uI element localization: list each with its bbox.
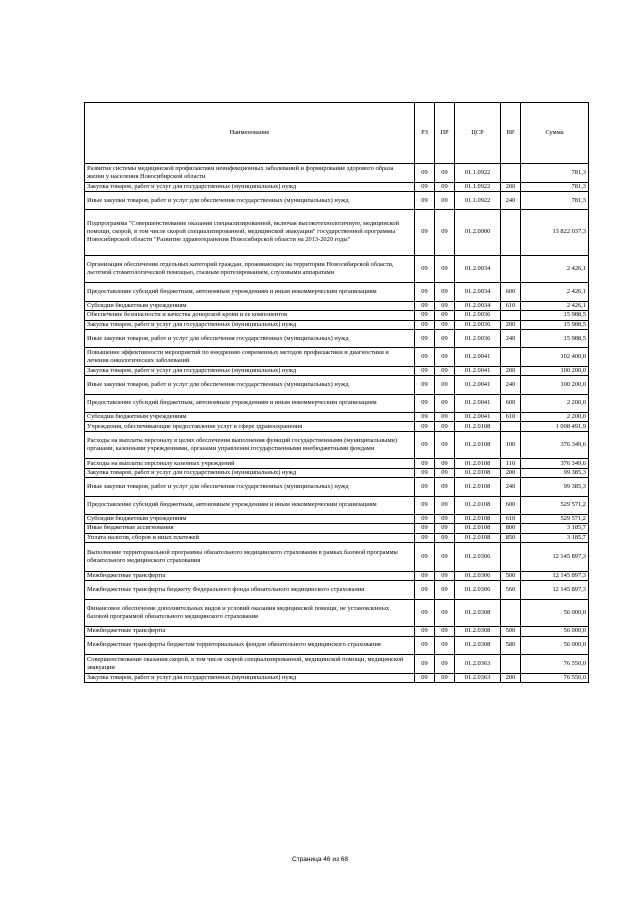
- row-sum: 100 200,0: [521, 376, 589, 395]
- row-rz: 09: [415, 459, 435, 468]
- row-pr: 09: [435, 542, 455, 571]
- row-pr: 09: [435, 329, 455, 348]
- row-name: Организация обеспечения отдельных категорий граждан, проживающих на территории Новосибирской области, льготной стоматологической помощью, глазным протезированием, слуховыми аппаратами: [85, 255, 415, 283]
- table-row: [85, 468, 589, 477]
- header-sum: Сумма: [521, 103, 589, 164]
- row-rz: 09: [415, 599, 435, 627]
- table-row: [85, 580, 589, 599]
- row-rz: 09: [415, 636, 435, 655]
- row-name: Закупка товаров, работ и услуг для государственных (муниципальных) нужд: [85, 366, 415, 375]
- row-vr: 100: [501, 431, 521, 459]
- row-name: Повышение эффективности мероприятий по внедрению современных методов профилактики и диагностики и лечения онкологических заболеваний: [85, 348, 415, 367]
- table-row: [85, 210, 589, 255]
- row-sum: 99 385,3: [521, 468, 589, 477]
- row-csr: 01.2.0308: [455, 599, 501, 627]
- row-vr: 500: [501, 571, 521, 580]
- row-csr: 01.2.0036: [455, 320, 501, 329]
- row-csr: 01.2.0034: [455, 283, 501, 302]
- row-vr: 110: [501, 459, 521, 468]
- row-pr: 09: [435, 422, 455, 431]
- row-pr: 09: [435, 348, 455, 367]
- table-row: [85, 164, 589, 183]
- row-csr: 01.2.0041: [455, 394, 501, 413]
- row-rz: 09: [415, 468, 435, 477]
- row-pr: 09: [435, 164, 455, 183]
- row-sum: 102 400,0: [521, 348, 589, 367]
- row-sum: 781,3: [521, 164, 589, 183]
- row-csr: 01.2.0363: [455, 655, 501, 674]
- row-vr: 600: [501, 496, 521, 515]
- row-name: Совершенствование оказания скорой, в том числе скорой специализированной, медицинской помощи, медицинской эвакуации: [85, 655, 415, 674]
- row-csr: 01.2.0306: [455, 580, 501, 599]
- row-csr: 01.2.0108: [455, 459, 501, 468]
- row-rz: 09: [415, 422, 435, 431]
- row-name: Межбюджетные трансферты бюджету Федерального фонда обязательного медицинского страхования: [85, 580, 415, 599]
- row-rz: 09: [415, 320, 435, 329]
- row-vr: 600: [501, 394, 521, 413]
- row-name: Предоставление субсидий бюджетным, автономным учреждениям и иным некоммерческим организациям: [85, 283, 415, 302]
- row-rz: 09: [415, 210, 435, 255]
- row-sum: 56 000,0: [521, 636, 589, 655]
- row-vr: 200: [501, 673, 521, 682]
- row-pr: 09: [435, 655, 455, 674]
- row-rz: 09: [415, 431, 435, 459]
- row-pr: 09: [435, 468, 455, 477]
- row-vr: 240: [501, 478, 521, 497]
- row-name: Уплата налогов, сборов и иных платежей: [85, 533, 415, 542]
- row-csr: 01.2.0034: [455, 255, 501, 283]
- row-vr: [501, 348, 521, 367]
- row-csr: 01.2.0036: [455, 329, 501, 348]
- header-rz: РЗ: [415, 103, 435, 164]
- table-row: [85, 422, 589, 431]
- row-vr: [501, 164, 521, 183]
- row-vr: 240: [501, 329, 521, 348]
- row-sum: 2 426,1: [521, 283, 589, 302]
- row-vr: 610: [501, 301, 521, 310]
- row-csr: 01.2.0306: [455, 571, 501, 580]
- row-vr: 240: [501, 376, 521, 395]
- row-sum: 376 349,6: [521, 459, 589, 468]
- row-csr: 01.2.0041: [455, 348, 501, 367]
- row-name: Закупка товаров, работ и услуг для государственных (муниципальных) нужд: [85, 320, 415, 329]
- row-pr: 09: [435, 311, 455, 320]
- row-pr: 09: [435, 636, 455, 655]
- row-pr: 09: [435, 533, 455, 542]
- table-row: [85, 191, 589, 210]
- row-vr: [501, 210, 521, 255]
- row-sum: 76 550,0: [521, 673, 589, 682]
- row-csr: 01.2.0306: [455, 542, 501, 571]
- row-vr: [501, 599, 521, 627]
- table-row: [85, 366, 589, 375]
- row-sum: 3 185,7: [521, 533, 589, 542]
- row-name: Иные закупки товаров, работ и услуг для обеспечения государственных (муниципальных) нужд: [85, 191, 415, 210]
- row-sum: 56 000,0: [521, 599, 589, 627]
- row-sum: 76 550,0: [521, 655, 589, 674]
- table-row: [85, 533, 589, 542]
- row-vr: 800: [501, 524, 521, 533]
- row-csr: 01.2.0108: [455, 478, 501, 497]
- row-vr: 610: [501, 515, 521, 524]
- row-vr: [501, 255, 521, 283]
- row-vr: [501, 655, 521, 674]
- row-name: Межбюджетные трансферты: [85, 627, 415, 636]
- row-rz: 09: [415, 255, 435, 283]
- table-row: [85, 655, 589, 674]
- header-name: Наименование: [85, 103, 415, 164]
- row-vr: 560: [501, 580, 521, 599]
- row-name: Предоставление субсидий бюджетным, автономным учреждениям и иным некоммерческим организациям: [85, 496, 415, 515]
- table-row: [85, 376, 589, 395]
- row-csr: 01.2.0041: [455, 413, 501, 422]
- table-row: [85, 673, 589, 682]
- row-name: Расходы на выплаты персоналу казенных учреждений: [85, 459, 415, 468]
- row-sum: 376 349,6: [521, 431, 589, 459]
- row-csr: 01.2.0034: [455, 301, 501, 310]
- row-sum: 13 822 037,3: [521, 210, 589, 255]
- row-rz: 09: [415, 524, 435, 533]
- row-sum: 3 185,7: [521, 524, 589, 533]
- table-row: [85, 542, 589, 571]
- row-sum: 781,3: [521, 182, 589, 191]
- table-header-row: [85, 103, 589, 164]
- table-row: [85, 182, 589, 191]
- row-vr: [501, 422, 521, 431]
- row-name: Выполнение территориальной программы обязательного медицинского страхования в рамках базовой программы обязательного медицинского страхования: [85, 542, 415, 571]
- row-pr: 09: [435, 431, 455, 459]
- row-csr: 01.2.0036: [455, 311, 501, 320]
- row-sum: 2 200,0: [521, 394, 589, 413]
- row-sum: 12 145 897,3: [521, 571, 589, 580]
- row-sum: 100 200,0: [521, 366, 589, 375]
- row-pr: 09: [435, 599, 455, 627]
- row-csr: 01.2.0041: [455, 376, 501, 395]
- row-rz: 09: [415, 348, 435, 367]
- row-rz: 09: [415, 283, 435, 302]
- budget-table: [84, 102, 589, 683]
- row-vr: 610: [501, 413, 521, 422]
- row-sum: 15 988,5: [521, 320, 589, 329]
- row-sum: 15 988,5: [521, 311, 589, 320]
- row-sum: 12 145 897,3: [521, 580, 589, 599]
- row-name: Иные закупки товаров, работ и услуг для обеспечения государственных (муниципальных) нужд: [85, 376, 415, 395]
- row-sum: 12 145 897,3: [521, 542, 589, 571]
- row-vr: 200: [501, 182, 521, 191]
- row-rz: 09: [415, 533, 435, 542]
- row-vr: [501, 542, 521, 571]
- row-pr: 09: [435, 673, 455, 682]
- row-pr: 09: [435, 394, 455, 413]
- table-row: [85, 496, 589, 515]
- row-csr: 01.1.0922: [455, 191, 501, 210]
- row-csr: 01.2.0108: [455, 496, 501, 515]
- row-sum: 529 571,2: [521, 515, 589, 524]
- row-vr: 200: [501, 320, 521, 329]
- row-vr: 200: [501, 366, 521, 375]
- row-sum: 2 426,1: [521, 301, 589, 310]
- row-csr: 01.2.0108: [455, 422, 501, 431]
- row-sum: 56 000,0: [521, 627, 589, 636]
- row-rz: 09: [415, 329, 435, 348]
- row-name: Иные закупки товаров, работ и услуг для обеспечения государственных (муниципальных) нужд: [85, 478, 415, 497]
- table-row: [85, 431, 589, 459]
- row-rz: 09: [415, 376, 435, 395]
- row-csr: 01.2.0041: [455, 366, 501, 375]
- row-pr: 09: [435, 627, 455, 636]
- row-vr: 200: [501, 468, 521, 477]
- table-row: [85, 320, 589, 329]
- table-row: [85, 348, 589, 367]
- table-row: [85, 301, 589, 310]
- row-name: Предоставление субсидий бюджетным, автономным учреждениям и иным некоммерческим организациям: [85, 394, 415, 413]
- table-row: [85, 255, 589, 283]
- row-pr: 09: [435, 496, 455, 515]
- row-pr: 09: [435, 191, 455, 210]
- row-sum: 1 008 491,9: [521, 422, 589, 431]
- row-csr: 01.2.0308: [455, 627, 501, 636]
- row-name: Развитие системы медицинской профилактики неинфекционных заболеваний и формирование здорового образа жизни у населения Новосибирской области: [85, 164, 415, 183]
- row-pr: 09: [435, 182, 455, 191]
- row-rz: 09: [415, 580, 435, 599]
- row-vr: 240: [501, 191, 521, 210]
- table-row: [85, 311, 589, 320]
- row-name: Финансовое обеспечение дополнительных видов и условий оказания медицинской помощи, не установленных базовой программой обязательного медицинского страхования: [85, 599, 415, 627]
- row-csr: 01.2.0108: [455, 524, 501, 533]
- row-rz: 09: [415, 542, 435, 571]
- table-row: [85, 329, 589, 348]
- row-rz: 09: [415, 413, 435, 422]
- row-pr: 09: [435, 210, 455, 255]
- row-sum: 529 571,2: [521, 496, 589, 515]
- row-rz: 09: [415, 655, 435, 674]
- row-csr: 01.2.0108: [455, 515, 501, 524]
- row-sum: 15 988,5: [521, 329, 589, 348]
- row-rz: 09: [415, 496, 435, 515]
- row-name: Субсидии бюджетным учреждениям: [85, 515, 415, 524]
- page-number: Страница 46 из 68: [292, 856, 348, 863]
- row-csr: 01.2.0000: [455, 210, 501, 255]
- row-sum: 2 200,0: [521, 413, 589, 422]
- table-body: [85, 164, 589, 683]
- table-row: [85, 413, 589, 422]
- row-csr: 01.2.0308: [455, 636, 501, 655]
- row-name: Субсидии бюджетным учреждениям: [85, 301, 415, 310]
- row-name: Иные бюджетные ассигнования: [85, 524, 415, 533]
- row-rz: 09: [415, 182, 435, 191]
- header-pr: ПР: [435, 103, 455, 164]
- row-name: Расходы на выплаты персоналу в целях обеспечения выполнения функций государственными (муниципальными) органами, казенными учреждениями, органами управления государственными внебюджетными фондами: [85, 431, 415, 459]
- table-row: [85, 636, 589, 655]
- row-csr: 01.2.0363: [455, 673, 501, 682]
- row-rz: 09: [415, 627, 435, 636]
- table-row: [85, 627, 589, 636]
- row-pr: 09: [435, 459, 455, 468]
- table-row: [85, 571, 589, 580]
- row-csr: 01.2.0108: [455, 431, 501, 459]
- table-row: [85, 394, 589, 413]
- row-pr: 09: [435, 283, 455, 302]
- table-row: [85, 459, 589, 468]
- row-rz: 09: [415, 478, 435, 497]
- row-csr: 01.2.0108: [455, 468, 501, 477]
- row-pr: 09: [435, 580, 455, 599]
- row-rz: 09: [415, 394, 435, 413]
- row-pr: 09: [435, 413, 455, 422]
- row-rz: 09: [415, 311, 435, 320]
- row-name: Субсидии бюджетным учреждениям: [85, 413, 415, 422]
- table-row: [85, 515, 589, 524]
- row-pr: 09: [435, 366, 455, 375]
- row-pr: 09: [435, 255, 455, 283]
- row-name: Межбюджетные трансферты бюджетам территориальных фондов обязательного медицинского страхования: [85, 636, 415, 655]
- row-rz: 09: [415, 515, 435, 524]
- row-rz: 09: [415, 301, 435, 310]
- row-vr: [501, 311, 521, 320]
- header-csr: ЦСР: [455, 103, 501, 164]
- row-name: Учреждения, обеспечивающие предоставление услуг в сфере здравоохранения: [85, 422, 415, 431]
- row-csr: 01.2.0108: [455, 533, 501, 542]
- row-name: Межбюджетные трансферты: [85, 571, 415, 580]
- row-vr: 500: [501, 627, 521, 636]
- row-pr: 09: [435, 478, 455, 497]
- table-row: [85, 524, 589, 533]
- row-pr: 09: [435, 320, 455, 329]
- row-vr: 580: [501, 636, 521, 655]
- row-csr: 01.1.0922: [455, 182, 501, 191]
- row-csr: 01.1.0922: [455, 164, 501, 183]
- row-rz: 09: [415, 191, 435, 210]
- row-vr: 600: [501, 283, 521, 302]
- row-name: Закупка товаров, работ и услуг для государственных (муниципальных) нужд: [85, 673, 415, 682]
- row-name: Иные закупки товаров, работ и услуг для обеспечения государственных (муниципальных) нужд: [85, 329, 415, 348]
- row-name: Подпрограмма "Совершенствование оказания специализированной, включая высокотехнологичную, медицинской помощи, скорой, в том числе скорой специализированной, медицинской эвакуации" государственной программы Новосибирской области "Развитие здравоохранения Новосибирской области на 2013-2020 годы": [85, 210, 415, 255]
- row-pr: 09: [435, 524, 455, 533]
- table-row: [85, 478, 589, 497]
- row-name: Закупка товаров, работ и услуг для государственных (муниципальных) нужд: [85, 468, 415, 477]
- row-rz: 09: [415, 673, 435, 682]
- row-rz: 09: [415, 571, 435, 580]
- row-sum: 2 426,1: [521, 255, 589, 283]
- row-vr: 850: [501, 533, 521, 542]
- row-rz: 09: [415, 164, 435, 183]
- row-pr: 09: [435, 301, 455, 310]
- row-name: Обеспечение безопасности и качества донорской крови и ее компонентов: [85, 311, 415, 320]
- row-sum: 781,3: [521, 191, 589, 210]
- row-name: Закупка товаров, работ и услуг для государственных (муниципальных) нужд: [85, 182, 415, 191]
- row-rz: 09: [415, 366, 435, 375]
- row-sum: 99 385,3: [521, 478, 589, 497]
- table-row: [85, 599, 589, 627]
- header-vr: ВР: [501, 103, 521, 164]
- row-pr: 09: [435, 376, 455, 395]
- row-pr: 09: [435, 571, 455, 580]
- row-pr: 09: [435, 515, 455, 524]
- table-row: [85, 283, 589, 302]
